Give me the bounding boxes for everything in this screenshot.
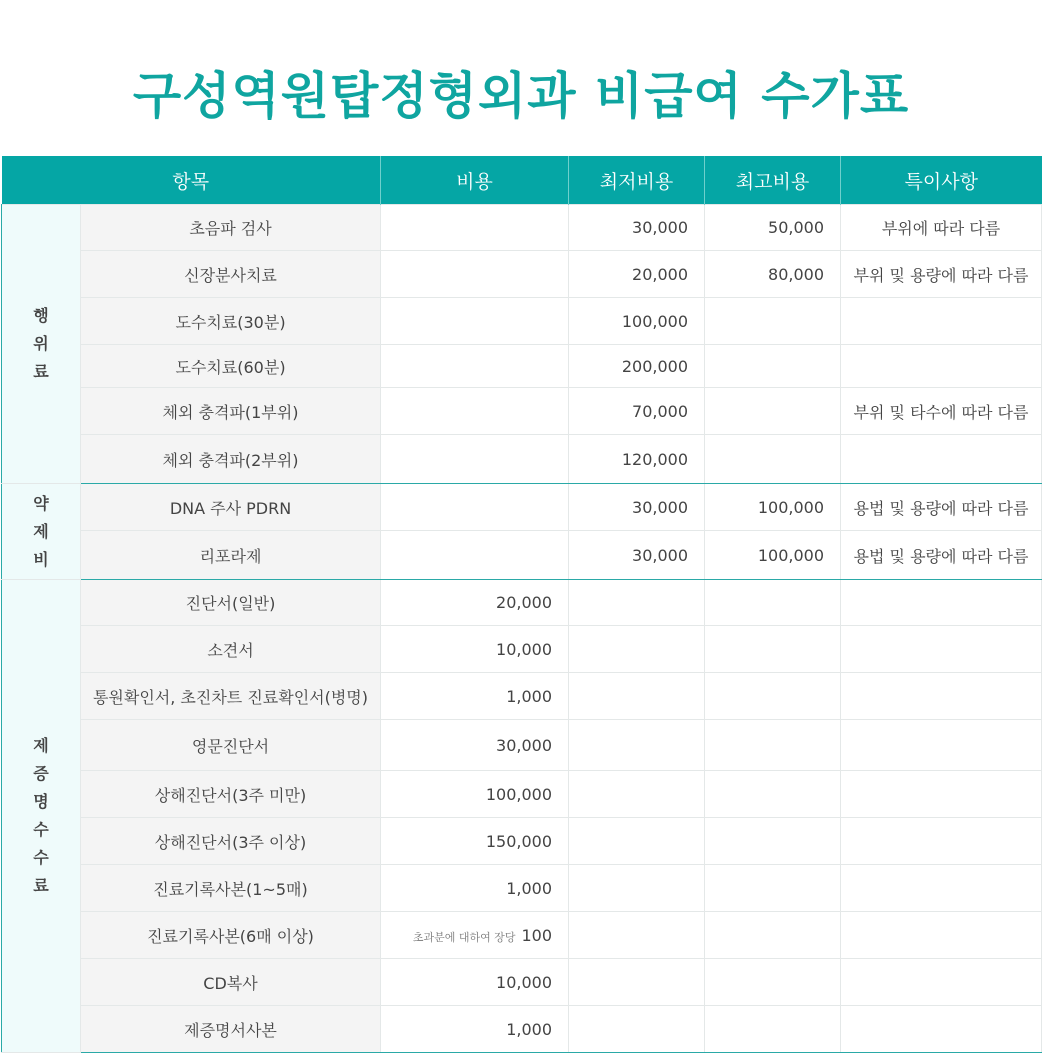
note-cell: [841, 580, 1042, 626]
max-cost-cell: [705, 580, 841, 626]
note-cell: [841, 818, 1042, 865]
min-cost-cell: 120,000: [569, 435, 705, 484]
cost-cell: [381, 251, 569, 298]
min-cost-cell: [569, 959, 705, 1006]
max-cost-cell: 50,000: [705, 205, 841, 251]
note-cell: [841, 626, 1042, 673]
category-char: 증: [33, 764, 49, 783]
min-cost-cell: 30,000: [569, 531, 705, 580]
max-cost-cell: [705, 673, 841, 720]
note-cell: 부위 및 타수에 따라 다름: [841, 388, 1042, 435]
note-cell: 용법 및 용량에 따라 다름: [841, 531, 1042, 580]
max-cost-cell: [705, 865, 841, 912]
table-row: [2, 435, 1042, 484]
cost-cell: 30,000: [381, 720, 569, 771]
category-char: 료: [33, 362, 49, 381]
cost-cell: 1,000: [381, 1006, 569, 1053]
category-char: 제: [33, 736, 49, 755]
cost-cell: [381, 435, 569, 484]
max-cost-cell: [705, 818, 841, 865]
category-char: 수: [33, 820, 49, 839]
min-cost-cell: [569, 720, 705, 771]
item-name: 상해진단서(3주 미만): [81, 771, 381, 818]
cost-cell: [381, 345, 569, 388]
item-name: 소견서: [81, 626, 381, 673]
item-name: 진료기록사본(1~5매): [81, 865, 381, 912]
table-row: [2, 959, 1042, 1006]
cost-cell: [381, 531, 569, 580]
table-row: [2, 771, 1042, 818]
cost-cell: 100,000: [381, 771, 569, 818]
min-cost-cell: 20,000: [569, 251, 705, 298]
category-char: 비: [33, 549, 49, 569]
max-cost-cell: [705, 626, 841, 673]
cost-value: 100: [521, 925, 552, 945]
min-cost-cell: [569, 912, 705, 959]
table-row: [2, 1006, 1042, 1053]
note-cell: [841, 345, 1042, 388]
header-cost: 비용: [381, 156, 569, 205]
item-name: 통원확인서, 초진차트 진료확인서(병명): [81, 673, 381, 720]
item-name: 영문진단서: [81, 720, 381, 771]
note-cell: [841, 771, 1042, 818]
category-char: 위: [33, 334, 49, 353]
table-row: [2, 345, 1042, 388]
cost-cell: [381, 912, 569, 959]
table-row: [2, 818, 1042, 865]
item-name: 리포라제: [81, 531, 381, 580]
max-cost-cell: [705, 435, 841, 484]
max-cost-cell: [705, 771, 841, 818]
min-cost-cell: [569, 1006, 705, 1053]
page-title: 구성역원탑정형외과 비급여 수가표: [132, 67, 910, 125]
header-max-cost: 최고비용: [705, 156, 841, 205]
cost-cell: 150,000: [381, 818, 569, 865]
max-cost-cell: [705, 1006, 841, 1053]
min-cost-cell: [569, 771, 705, 818]
min-cost-cell: [569, 626, 705, 673]
category-label: [2, 580, 81, 1053]
cost-cell: [381, 388, 569, 435]
min-cost-cell: [569, 673, 705, 720]
table-row: [2, 205, 1042, 251]
header-note: 특이사항: [841, 156, 1042, 205]
category-char: 제: [33, 521, 49, 541]
category-char: 수: [33, 848, 49, 867]
table-row: [2, 388, 1042, 435]
item-name: 제증명서사본: [81, 1006, 381, 1053]
cost-cell: 1,000: [381, 865, 569, 912]
item-name: 신장분사치료: [81, 251, 381, 298]
item-name: 도수치료(60분): [81, 345, 381, 388]
item-name: 도수치료(30분): [81, 298, 381, 345]
table-body: [2, 205, 1042, 1053]
category-char: 행: [33, 306, 49, 325]
note-cell: [841, 720, 1042, 771]
category-label: [2, 484, 81, 580]
min-cost-cell: 30,000: [569, 484, 705, 531]
category-char: 명: [33, 792, 49, 811]
note-cell: [841, 959, 1042, 1006]
note-cell: 부위에 따라 다름: [841, 205, 1042, 251]
table-row: [2, 720, 1042, 771]
table-row: [2, 251, 1042, 298]
note-cell: [841, 1006, 1042, 1053]
min-cost-cell: 30,000: [569, 205, 705, 251]
max-cost-cell: 100,000: [705, 484, 841, 531]
min-cost-cell: 200,000: [569, 345, 705, 388]
table-row: [2, 298, 1042, 345]
category-char: 약: [33, 493, 49, 513]
category-label: [2, 205, 81, 484]
table-row: [2, 626, 1042, 673]
note-cell: [841, 435, 1042, 484]
table-row: [2, 580, 1042, 626]
min-cost-cell: [569, 818, 705, 865]
item-name: 진단서(일반): [81, 580, 381, 626]
min-cost-cell: [569, 865, 705, 912]
table-row: [2, 484, 1042, 531]
max-cost-cell: [705, 959, 841, 1006]
header-min-cost: 최저비용: [569, 156, 705, 205]
note-cell: 부위 및 용량에 따라 다름: [841, 251, 1042, 298]
table-row: [2, 865, 1042, 912]
cost-cell: 10,000: [381, 959, 569, 1006]
item-name: 상해진단서(3주 이상): [81, 818, 381, 865]
note-cell: [841, 865, 1042, 912]
item-name: 진료기록사본(6매 이상): [81, 912, 381, 959]
category-char: 료: [33, 876, 49, 895]
max-cost-cell: [705, 345, 841, 388]
cost-cell: 1,000: [381, 673, 569, 720]
header-item: 항목: [2, 156, 381, 205]
cost-cell: 10,000: [381, 626, 569, 673]
item-name: CD복사: [81, 959, 381, 1006]
max-cost-cell: [705, 912, 841, 959]
item-name: DNA 주사 PDRN: [81, 484, 381, 531]
note-cell: [841, 912, 1042, 959]
cost-cell: [381, 484, 569, 531]
min-cost-cell: 100,000: [569, 298, 705, 345]
max-cost-cell: [705, 298, 841, 345]
item-name: 초음파 검사: [81, 205, 381, 251]
max-cost-cell: 100,000: [705, 531, 841, 580]
note-cell: [841, 298, 1042, 345]
fee-table: [1, 156, 1042, 1053]
cost-cell: [381, 298, 569, 345]
table-row: [2, 673, 1042, 720]
table-header: [2, 156, 1042, 205]
max-cost-cell: 80,000: [705, 251, 841, 298]
table-row: [2, 912, 1042, 959]
min-cost-cell: [569, 580, 705, 626]
cost-prefix-note: 초과분에 대하여 장당: [412, 930, 516, 944]
max-cost-cell: [705, 720, 841, 771]
cost-cell: 20,000: [381, 580, 569, 626]
min-cost-cell: 70,000: [569, 388, 705, 435]
cost-cell: [381, 205, 569, 251]
table-row: [2, 531, 1042, 580]
item-name: 체외 충격파(2부위): [81, 435, 381, 484]
item-name: 체외 충격파(1부위): [81, 388, 381, 435]
max-cost-cell: [705, 388, 841, 435]
note-cell: [841, 673, 1042, 720]
note-cell: 용법 및 용량에 따라 다름: [841, 484, 1042, 531]
